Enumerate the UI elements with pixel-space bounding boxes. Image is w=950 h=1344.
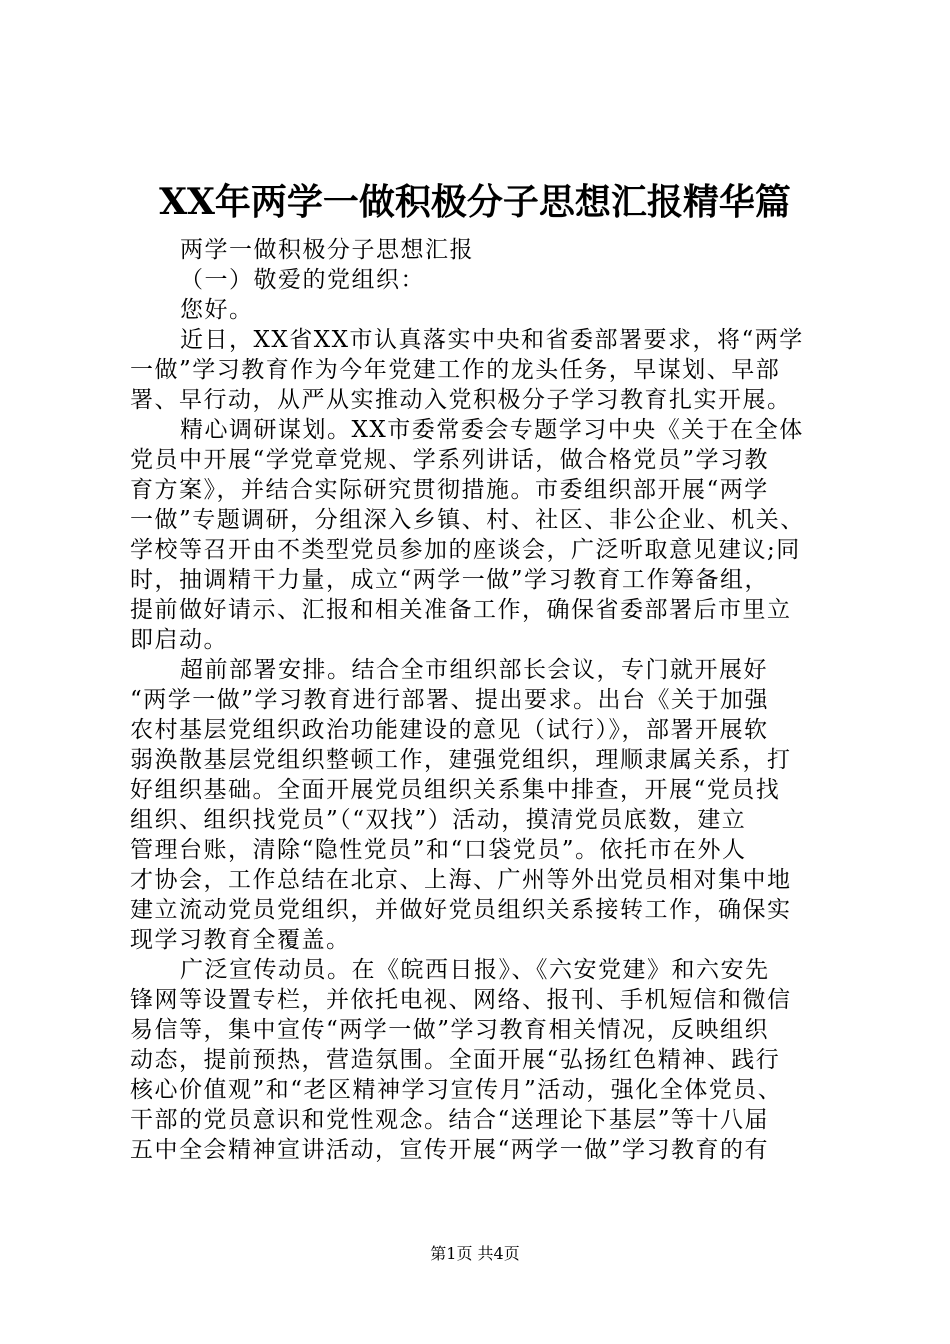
text-line: 广泛宣传动员。在《皖西日报》、《六安党建》和六安先 [180, 957, 770, 983]
text-line: 管理台账，清除“隐性党员”和“口袋党员”。依托市在外人 [130, 837, 747, 863]
text-line: 署、早行动，从严从实推动入党积极分子学习教育扎实开展。 [130, 387, 792, 413]
text-line: 学校等召开由不类型党员参加的座谈会，广泛听取意见建议;同 [130, 537, 801, 563]
text-line: 建立流动党员党组织，并做好党员组织关系接转工作，确保实 [130, 897, 792, 923]
text-line: 弱涣散基层党组织整顿工作，建强党组织，理顺隶属关系，打 [130, 747, 792, 773]
text-line: 即启动。 [130, 627, 228, 653]
document-body [130, 235, 830, 1165]
text-line: 党员中开展“学党章党规、学系列讲话，做合格党员”学习教 [130, 447, 770, 473]
text-line: 农村基层党组织政治功能建设的意见（试行）》，部署开展软 [130, 717, 769, 743]
text-line: 近日，XX省XX市认真落实中央和省委部署要求，将“两学 [180, 327, 804, 353]
text-line: 超前部署安排。结合全市组织部长会议，专门就开展好 [180, 657, 768, 683]
text-line: 动态，提前预热，营造氛围。全面开展“弘扬红色精神、践行 [130, 1047, 781, 1073]
text-line: 好组织基础。全面开展党员组织关系集中排查，开展“党员找 [130, 777, 781, 803]
text-line: （一）敬爱的党组织： [180, 267, 425, 293]
text-line: 您好。 [180, 297, 254, 323]
text-line: 锋网等设置专栏，并依托电视、网络、报刊、手机短信和微信 [130, 987, 792, 1013]
text-line: 育方案》，并结合实际研究贯彻措施。市委组织部开展“两学 [130, 477, 769, 503]
text-line: 组织、组织找党员”（“双找”）活动，摸清党员底数，建立 [130, 807, 747, 833]
text-line: 精心调研谋划。XX市委常委会专题学习中央《关于在全体 [180, 417, 804, 443]
text-line: 才协会，工作总结在北京、上海、广州等外出党员相对集中地 [130, 867, 792, 893]
page-number-footer: 第1页 共4页 [430, 1244, 520, 1263]
text-line: 干部的党员意识和党性观念。结合“送理论下基层”等十八届 [130, 1107, 770, 1133]
text-line: “两学一做”学习教育进行部署、提出要求。出台《关于加强 [130, 687, 770, 713]
text-line: 核心价值观”和“老区精神学习宣传月”活动，强化全体党员、 [130, 1077, 783, 1103]
text-line: 易信等，集中宣传“两学一做”学习教育相关情况，反映组织 [130, 1017, 770, 1043]
text-line: 一做”学习教育作为今年党建工作的龙头任务，早谋划、早部 [130, 357, 781, 383]
text-line: 时，抽调精干力量，成立“两学一做”学习教育工作筹备组， [130, 567, 770, 593]
text-line: 提前做好请示、汇报和相关准备工作，确保省委部署后市里立 [130, 597, 792, 623]
text-line: 现学习教育全覆盖。 [130, 927, 351, 953]
document-title: XX年两学一做积极分子思想汇报精华篇 [159, 181, 791, 223]
text-line: 一做”专题调研，分组深入乡镇、村、社区、非公企业、机关、 [130, 507, 805, 533]
text-line: 五中全会精神宣讲活动，宣传开展“两学一做”学习教育的有 [130, 1137, 770, 1163]
text-line: 两学一做积极分子思想汇报 [180, 237, 474, 263]
